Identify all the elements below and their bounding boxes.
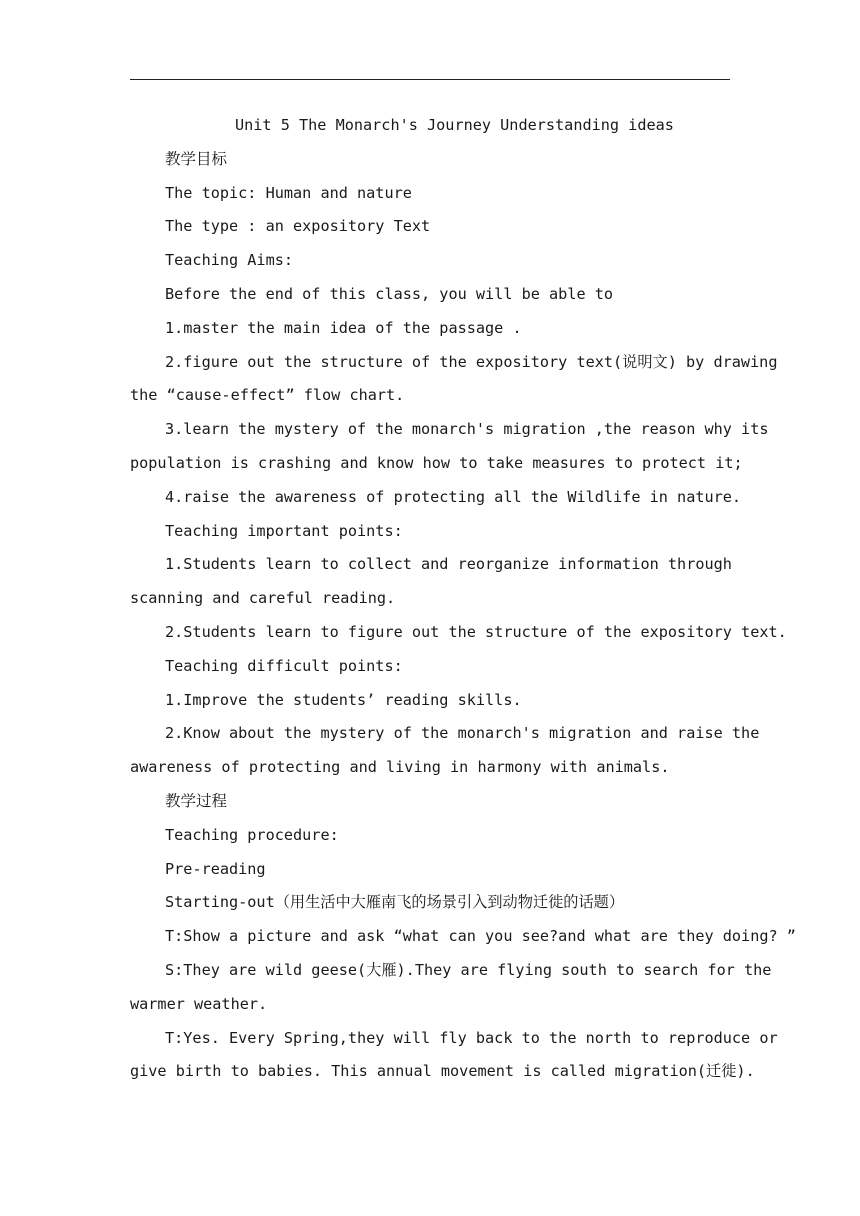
teacher-line-2a: T:Yes. Every Spring,they will fly back to the north to reproduce or [165, 1028, 778, 1047]
type-line: The type : an expository Text [165, 217, 431, 236]
aims-intro: Before the end of this class, you will be able to [165, 284, 614, 303]
document-body [130, 109, 796, 1089]
teacher-line-2b: give birth to babies. This annual movement is called migration(迁徙). [130, 1062, 755, 1081]
aim-item-1: 1.master the main idea of the passage . [165, 318, 522, 337]
procedure-heading: Teaching procedure: [165, 825, 339, 844]
topic-line: The topic: Human and nature [165, 183, 412, 202]
important-point-1-line-2: scanning and careful reading. [130, 589, 396, 608]
student-line-2: warmer weather. [130, 994, 268, 1013]
section-heading-objectives: 教学目标 [165, 149, 228, 168]
difficult-point-2-line-2: awareness of protecting and living in harmony with animals. [130, 758, 670, 777]
aim-item-2-line-2: the “cause-effect” flow chart. [130, 386, 405, 405]
starting-out-line: Starting-out（用生活中大雁南飞的场景引入到动物迁徙的话题） [165, 893, 625, 912]
teacher-line-1: T:Show a picture and ask “what can you see?and what are they doing? ” [165, 927, 796, 946]
aims-heading: Teaching Aims: [165, 251, 294, 270]
document-title: Unit 5 The Monarch's Journey Understanding ideas [235, 116, 674, 134]
aim-item-2-line-1: 2.figure out the structure of the expository text(说明文) by drawing [165, 352, 778, 371]
header-rule [130, 79, 730, 80]
student-line-1: S:They are wild geese(大雁).They are flying south to search for the [165, 960, 772, 979]
important-points-heading: Teaching important points: [165, 521, 403, 540]
difficult-point-2-line-1: 2.Know about the mystery of the monarch's migration and raise the [165, 724, 760, 743]
aim-item-3-line-2: population is crashing and know how to take measures to protect it; [130, 453, 743, 472]
important-point-1-line-1: 1.Students learn to collect and reorganize information through [165, 555, 732, 574]
important-point-2: 2.Students learn to figure out the structure of the expository text. [165, 622, 787, 641]
aim-item-4: 4.raise the awareness of protecting all the Wildlife in nature. [165, 487, 742, 506]
difficult-point-1: 1.Improve the students’ reading skills. [165, 690, 522, 709]
difficult-points-heading: Teaching difficult points: [165, 656, 403, 675]
aim-item-3-line-1: 3.learn the mystery of the monarch's migration ,the reason why its [165, 420, 769, 439]
section-heading-process: 教学过程 [165, 791, 228, 810]
prereading-heading: Pre-reading [165, 859, 266, 878]
